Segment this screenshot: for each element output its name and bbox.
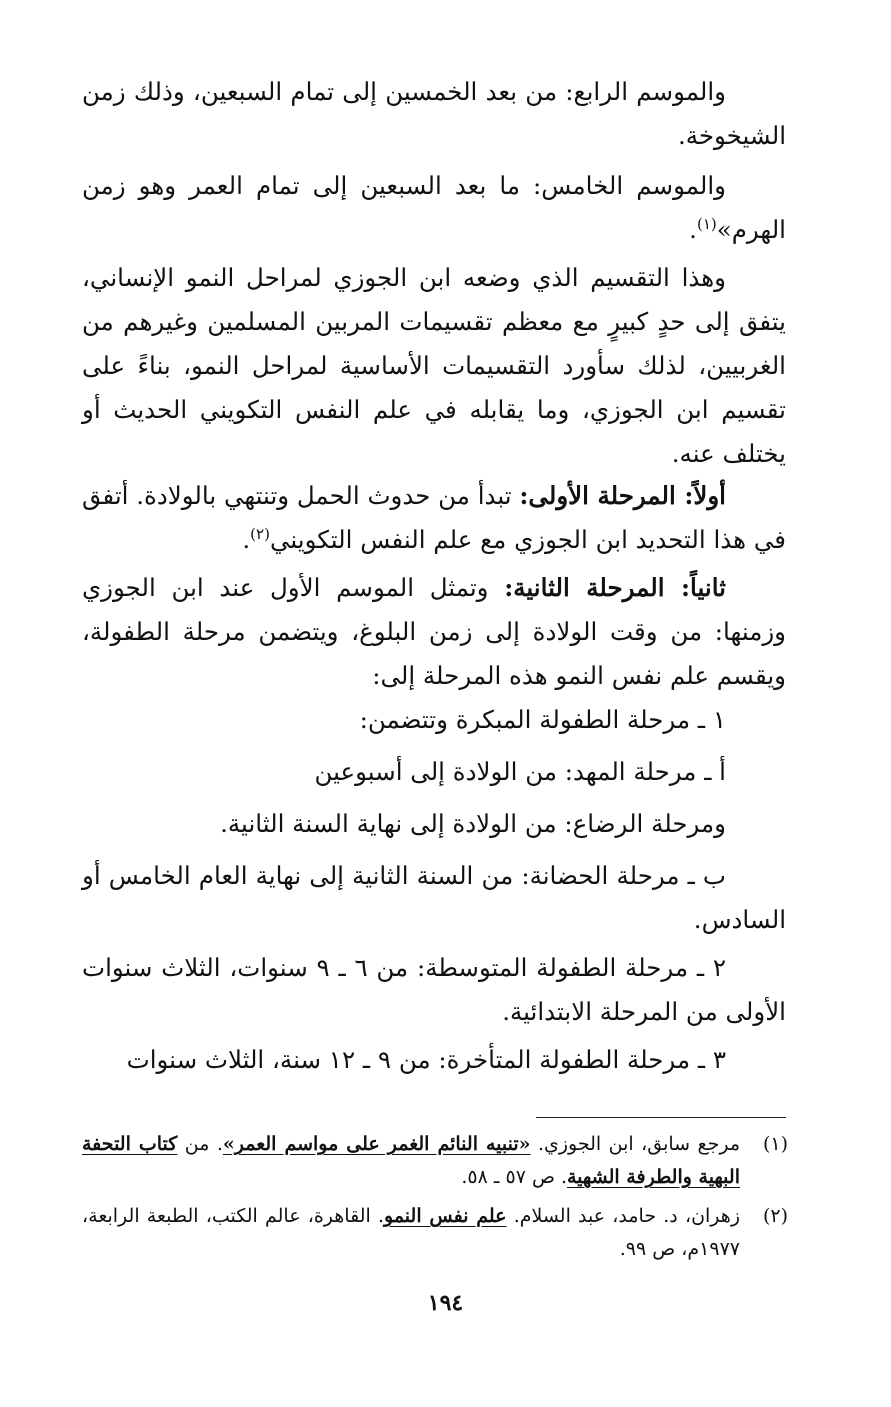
list-item-late-childhood xyxy=(82,1038,786,1082)
stage-heading: ثانياً: المرحلة الثانية: xyxy=(504,573,726,602)
footnote-post: . ص ٥٧ ـ ٥٨. xyxy=(461,1166,567,1188)
paragraph-text: تبدأ من حدوث الحمل وتنتهي بالولادة. أتفق في هذا التحديد ابن الجوزي مع علم النفس التكويني xyxy=(82,481,786,554)
paragraph-text: ب ـ مرحلة الحضانة: من السنة الثانية إلى نهاية العام الخامس أو السادس. xyxy=(82,861,786,934)
footnote-pre: مرجع سابق، ابن الجوزي. xyxy=(530,1133,741,1155)
footnote-divider xyxy=(536,1117,786,1118)
paragraph-text: ومرحلة الرضاع: من الولادة إلى نهاية السنة الثانية. xyxy=(220,809,726,838)
paragraph-stage-one xyxy=(82,474,786,562)
paragraph-text: ٢ ـ مرحلة الطفولة المتوسطة: من ٦ ـ ٩ سنوات، الثلاث سنوات الأولى من المرحلة الابتدائية. xyxy=(82,953,786,1026)
footnote-marker: (٢) xyxy=(250,524,270,543)
paragraph-text: وهذا التقسيم الذي وضعه ابن الجوزي لمراحل النمو الإنساني، يتفق إلى حدٍ كبيرٍ مع معظم تقسيمات المربين المسلمين وغيرهم من الغربيين، لذلك سأورد التقسيمات الأساسية لمراحل النمو، بناءً على تقسيم ابن الجوزي، وما يقابله في علم النفس التكويني الحديث أو يختلف عنه. xyxy=(82,263,786,468)
footnote-number: (٢) xyxy=(762,1205,788,1227)
footnote-2 xyxy=(82,1200,788,1266)
stage-heading: أولاً: المرحلة الأولى: xyxy=(519,481,726,510)
footnote-book: كتاب التحفة البهية والطرفة الشهية xyxy=(82,1133,740,1188)
footnote-post: . القاهرة، عالم الكتب، الطبعة الرابعة، ١٩٧٧م، ص ٩٩. xyxy=(82,1205,740,1260)
paragraph-text: ٣ ـ مرحلة الطفولة المتأخرة: من ٩ ـ ١٢ سنة، الثلاث سنوات xyxy=(126,1045,726,1074)
list-item-nursery-stage xyxy=(82,854,786,942)
footnote-text xyxy=(82,1200,740,1266)
footnote-number: (١) xyxy=(762,1133,788,1155)
paragraph-end-punct: . xyxy=(242,525,251,554)
paragraph-fifth-season xyxy=(82,164,786,252)
page-number: ١٩٤ xyxy=(427,1290,464,1316)
list-item-cradle-stage xyxy=(82,750,786,794)
paragraph-text: وتمثل الموسم الأول عند ابن الجوزي وزمنها: من وقت الولادة إلى زمن البلوغ، ويتضمن مرحلة الطفولة، ويقسم علم نفس النمو هذه المرحلة إلى: xyxy=(82,573,786,690)
list-item-middle-childhood xyxy=(82,946,786,1034)
footnote-marker: (١) xyxy=(696,214,717,233)
list-item-nursing-stage xyxy=(82,802,786,846)
footnote-mid: . من xyxy=(177,1133,223,1155)
paragraph-end-punct: . xyxy=(689,215,697,244)
footnote-1 xyxy=(82,1128,788,1194)
paragraph-text: ١ ـ مرحلة الطفولة المبكرة وتتضمن: xyxy=(359,705,726,734)
list-item-early-childhood xyxy=(82,698,786,742)
footnote-text xyxy=(82,1128,740,1194)
paragraph-stage-two xyxy=(82,566,786,698)
paragraph-ibn-jawzi-division xyxy=(82,256,786,476)
footnote-pre: زهران، د. حامد، عبد السلام. xyxy=(506,1205,740,1227)
paragraph-text: أ ـ مرحلة المهد: من الولادة إلى أسبوعين xyxy=(314,757,726,786)
footnote-title: علم نفس النمو xyxy=(384,1205,507,1227)
paragraph-text: والموسم الخامس: ما بعد السبعين إلى تمام العمر وهو زمن الهرم» xyxy=(82,171,786,244)
footnote-title: «تنبيه النائم الغمر على مواسم العمر» xyxy=(222,1133,531,1155)
paragraph-text: والموسم الرابع: من بعد الخمسين إلى تمام السبعين، وذلك زمن الشيخوخة. xyxy=(82,77,786,150)
paragraph-fourth-season xyxy=(82,70,786,158)
